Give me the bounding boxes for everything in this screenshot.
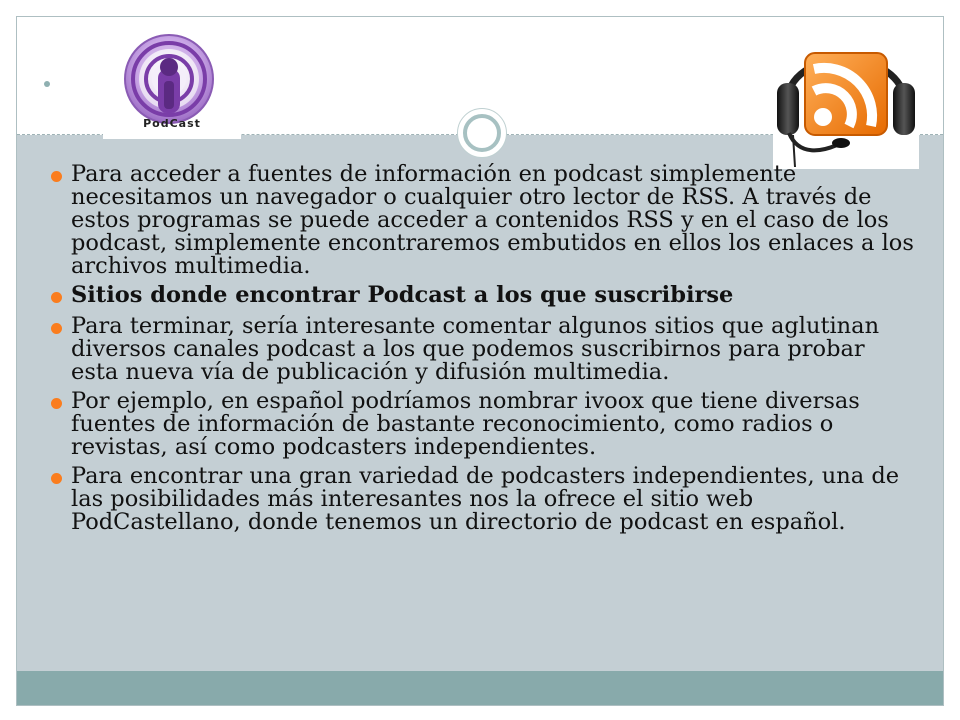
bullet-dot: [51, 171, 62, 182]
bullet-item: [37, 163, 917, 278]
bullet-dot: [51, 323, 62, 334]
bullet-text: Para acceder a fuentes de información en podcast simplemente necesitamos un navegador o cualquier otro lector de RSS. A través de estos programas se puede acceder a contenidos RSS y en el caso de los podcast, simplemente encontraremos embutidos en ellos los enlaces a los archivos multimedia.: [71, 161, 914, 279]
title-placeholder-dot: [44, 81, 50, 87]
bullet-text: Para terminar, sería interesante comentar algunos sitios que aglutinan diversos canales podcast a los que podemos suscribirnos para probar esta nueva vía de publicación y difusión multimedia.: [71, 313, 880, 385]
bullet-dot: [51, 398, 62, 409]
bullet-dot: [51, 292, 62, 303]
bullet-item: [37, 465, 917, 534]
decorative-ring: [463, 114, 501, 152]
podcast-logo-label: PodCast: [143, 117, 201, 130]
footer-band: [17, 671, 943, 705]
rss-logo: [773, 21, 919, 169]
bullet-item: [37, 315, 917, 384]
bullet-list: [37, 163, 917, 540]
bullet-text: Por ejemplo, en español podríamos nombrar ivoox que tiene diversas fuentes de información de bastante reconocimiento, como radios o revistas, así como podcasters independientes.: [71, 388, 860, 460]
bullet-text: Sitios donde encontrar Podcast a los que suscribirse: [71, 282, 734, 308]
podcast-logo: [103, 29, 241, 139]
slide: [16, 16, 944, 706]
bullet-item-heading: [37, 284, 917, 307]
rss-headphones-icon: [773, 21, 919, 169]
bullet-dot: [51, 473, 62, 484]
bullet-text: Para encontrar una gran variedad de podcasters independientes, una de las posibilidades más interesantes nos la ofrece el sitio web PodCastellano, donde tenemos un directorio de podcast en español.: [71, 463, 900, 535]
bullet-item: [37, 390, 917, 459]
